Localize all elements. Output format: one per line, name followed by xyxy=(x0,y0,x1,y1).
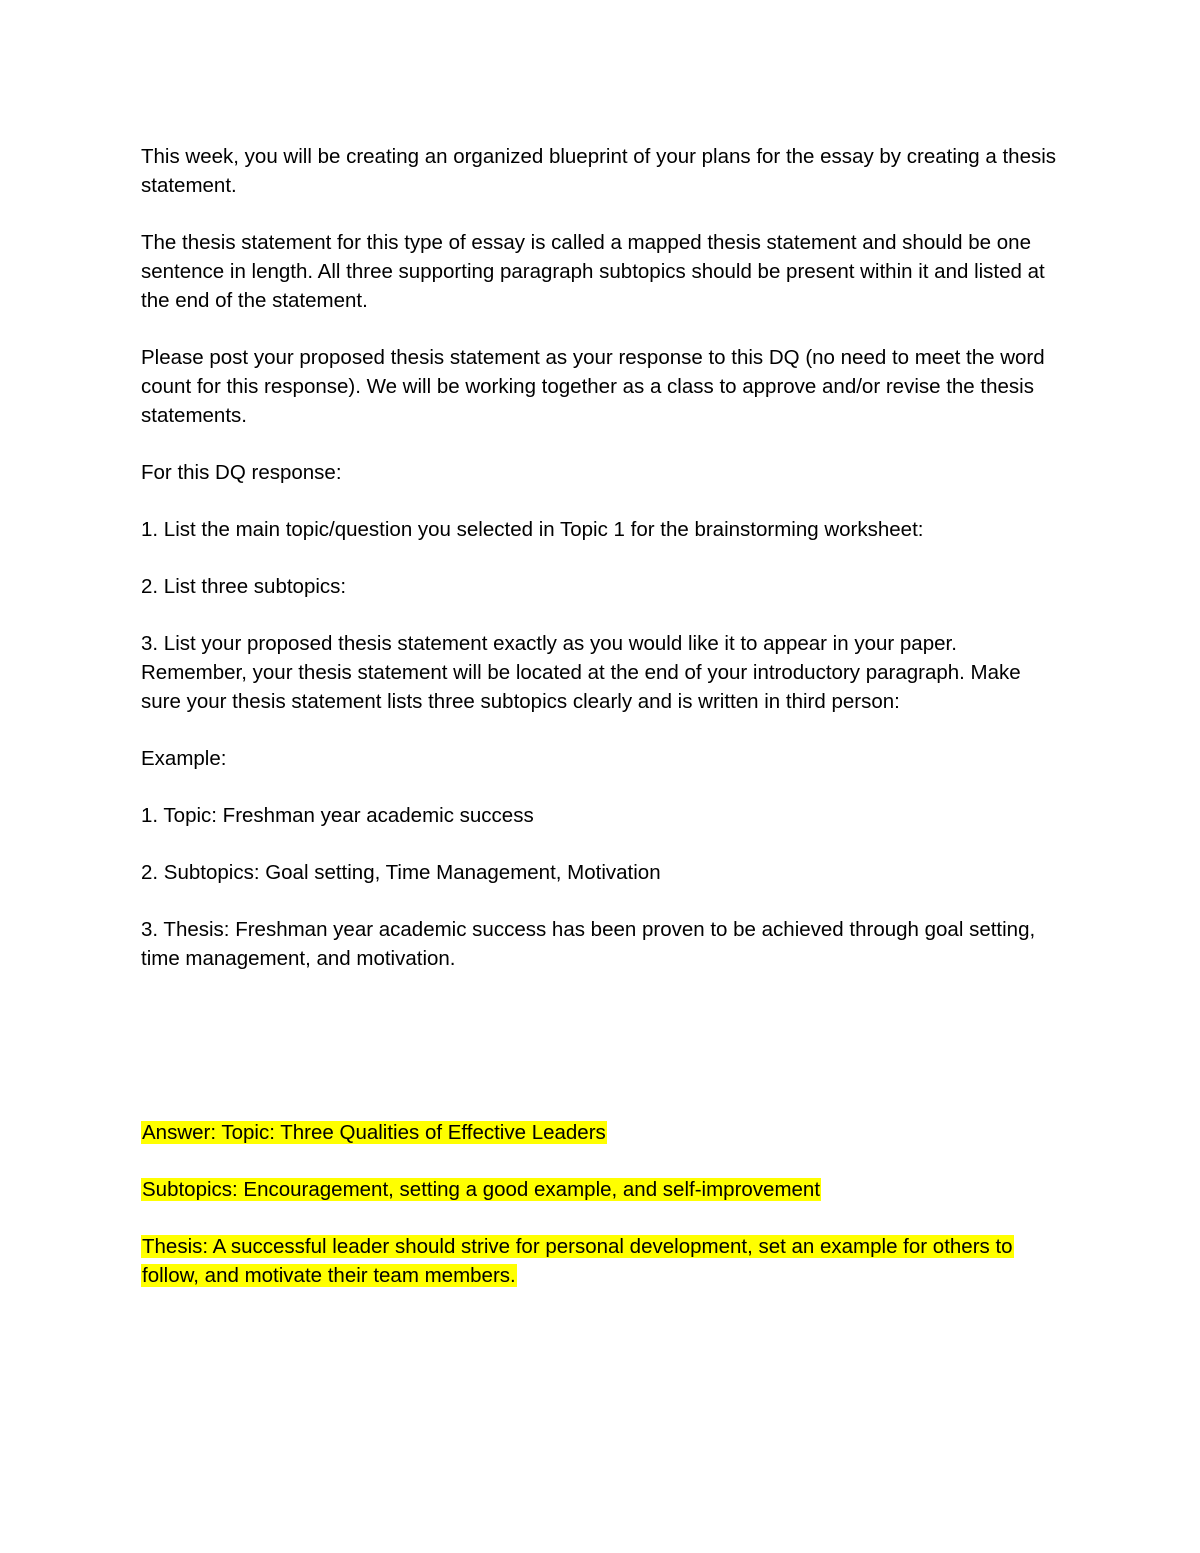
example-thesis: 3. Thesis: Freshman year academic success has been proven to be achieved through goal setting, time management, and motivation. xyxy=(141,918,1036,970)
answer-subtopics-highlight: Subtopics: Encouragement, setting a good example, and self-improvement xyxy=(142,1178,821,1201)
step-3-text: 3. List your proposed thesis statement exactly as you would like it to appear in your paper. Remember, your thesis statement will be located at the end of your introductory paragraph. Make sure your thesis statement lists three subtopics clearly and is written in third person: xyxy=(141,632,1021,713)
instructions-paragraph: Please post your proposed thesis statement as your response to this DQ (no need to meet the word count for this response). We will be working together as a class to approve and/or revise the thesis statements. xyxy=(141,346,1045,427)
dq-response-heading: For this DQ response: xyxy=(141,461,342,484)
answer-thesis-highlight: Thesis: A successful leader should strive for personal development, set an example for others to follow, and motivate their team members. xyxy=(142,1235,1013,1287)
answer-subtopics-line xyxy=(141,1175,1071,1204)
answer-thesis-line xyxy=(141,1232,1071,1290)
answer-topic-highlight: Answer: Topic: Three Qualities of Effective Leaders xyxy=(142,1121,606,1144)
example-heading: Example: xyxy=(141,747,227,770)
document-body xyxy=(141,142,1061,1001)
step-2-text: 2. List three subtopics: xyxy=(141,575,347,598)
intro-paragraph: This week, you will be creating an organized blueprint of your plans for the essay by creating a thesis statement. xyxy=(141,145,1057,197)
answer-block xyxy=(141,1118,1071,1318)
step-1-text: 1. List the main topic/question you selected in Topic 1 for the brainstorming worksheet: xyxy=(141,518,924,541)
example-subtopics: 2. Subtopics: Goal setting, Time Management, Motivation xyxy=(141,861,661,884)
example-topic: 1. Topic: Freshman year academic success xyxy=(141,804,534,827)
thesis-description-paragraph: The thesis statement for this type of essay is called a mapped thesis statement and should be one sentence in length. All three supporting paragraph subtopics should be present within it and listed at the end of the statement. xyxy=(141,231,1045,312)
answer-topic-line xyxy=(141,1118,1071,1147)
